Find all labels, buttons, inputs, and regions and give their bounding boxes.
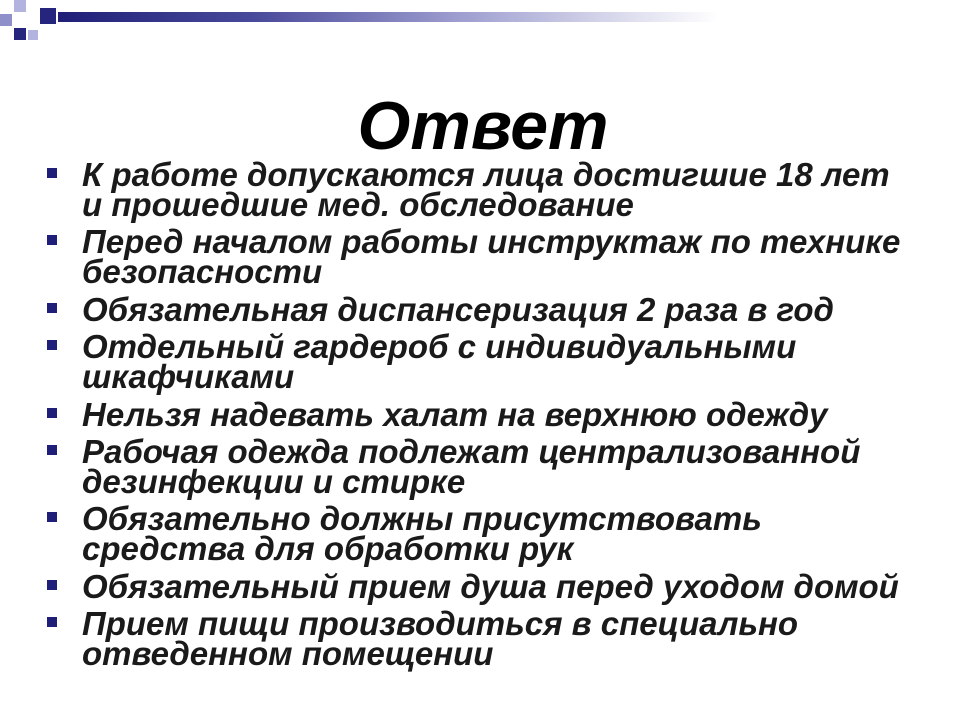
bullet-item <box>0 328 960 396</box>
bullet-text-line: Обязательный прием душа перед уходом домой <box>82 567 899 605</box>
bullet-list <box>0 156 960 673</box>
bullet-text-line: Отдельный гардероб с индивидуальными <box>82 328 797 366</box>
decor-square <box>14 0 26 12</box>
square-bullet-icon <box>47 340 57 350</box>
square-bullet-icon <box>47 408 57 418</box>
bullet-text-line: дезинфекции и стирке <box>82 462 466 500</box>
bullet-text-line: Перед началом работы инструктаж по технике <box>82 223 901 261</box>
square-bullet-icon <box>47 445 57 455</box>
bullet-text-line: Нельзя надевать халат на верхнюю одежду <box>82 395 828 433</box>
bullet-text-line: Рабочая одежда подлежат централизованной <box>82 432 861 470</box>
square-bullet-icon <box>47 303 57 313</box>
bullet-text-line: Прием пищи производиться в специально <box>82 605 799 643</box>
bullet-text-line: Обязательно должны присутствовать <box>82 500 762 538</box>
decor-square <box>0 14 12 26</box>
bullet-text-line: отведенном помещении <box>82 635 494 673</box>
bullet-item <box>0 290 960 328</box>
slide-title: Ответ <box>357 88 609 164</box>
square-bullet-icon <box>47 617 57 627</box>
decor-square <box>28 30 38 40</box>
bullet-text-line: Обязательная диспансеризация 2 раза в год <box>82 290 834 328</box>
decor-square <box>40 8 56 24</box>
bullet-item <box>0 567 960 605</box>
bullet-text-line: и прошедшие мед. обследование <box>82 186 634 223</box>
bullet-text-line: К работе допускаются лица достигшие 18 лет <box>82 156 890 193</box>
bullet-item <box>0 432 960 500</box>
square-bullet-icon <box>47 580 57 590</box>
bullet-item <box>0 156 960 223</box>
decor-square <box>14 28 26 40</box>
bullet-text-line: средства для обработки рук <box>82 530 574 568</box>
square-bullet-icon <box>47 512 57 522</box>
bullet-item <box>0 605 960 673</box>
square-bullet-icon <box>47 235 57 245</box>
square-bullet-icon <box>47 168 57 178</box>
bullet-text-line: шкафчиками <box>82 358 295 396</box>
header-gradient-bar <box>58 12 718 22</box>
bullet-item <box>0 395 960 433</box>
bullet-item <box>0 223 960 291</box>
bullet-text-line: безопасности <box>82 253 323 291</box>
bullet-item <box>0 500 960 568</box>
